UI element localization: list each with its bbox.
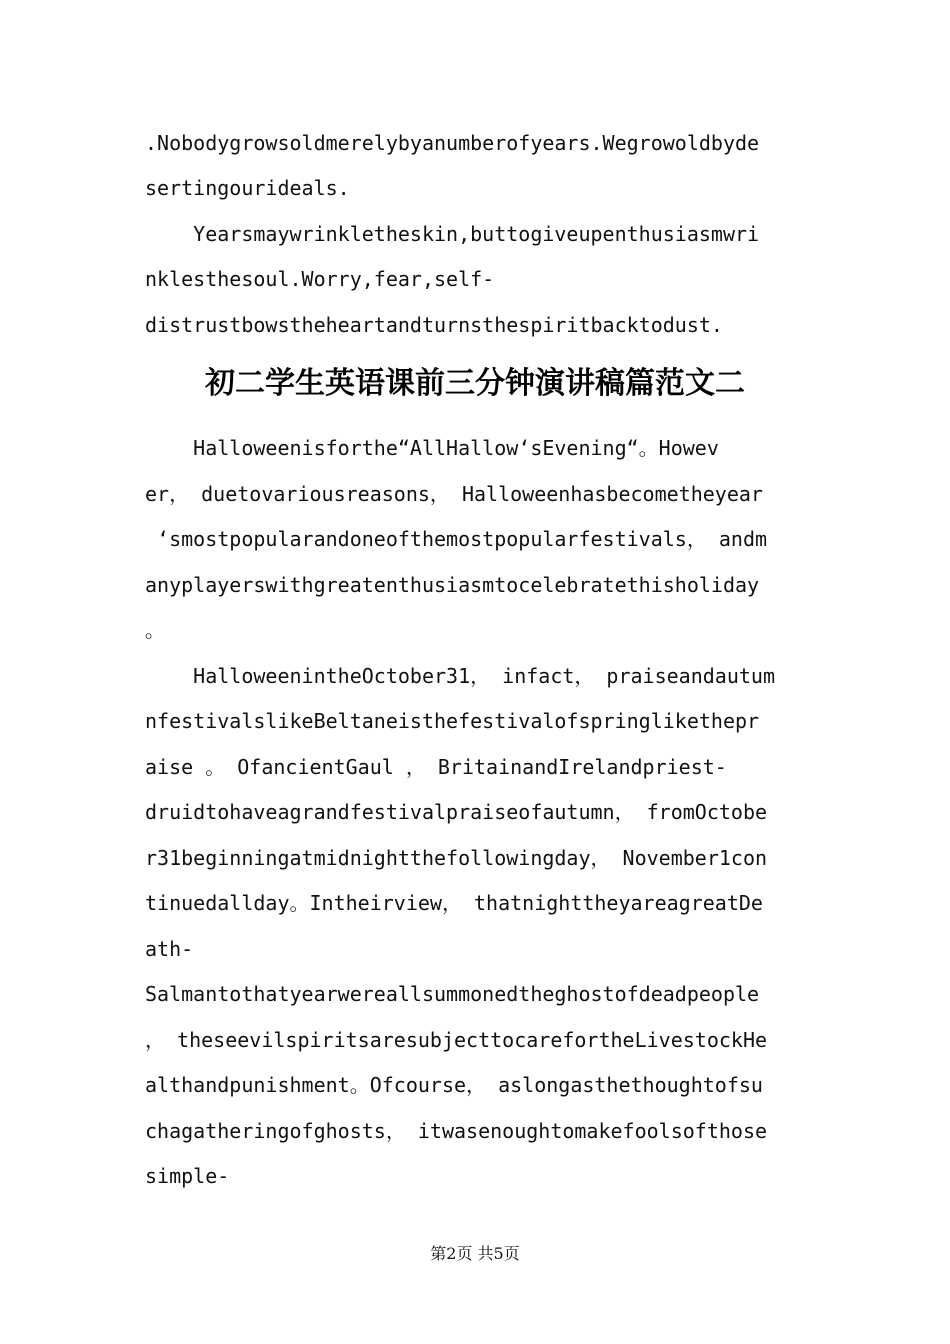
text-line: HalloweenintheOctober31， infact， praiseandautum xyxy=(145,664,776,688)
text-line: simple- xyxy=(145,1164,230,1188)
text-line: ， theseevilspiritsaresubjecttocarefortheLivestockHe xyxy=(145,1028,768,1052)
text-line: Halloweenisforthe“AllHallow‘sEvening“。Howev xyxy=(145,436,719,460)
text-line: anyplayerswithgreatenthusiasmtocelebratethisholiday xyxy=(145,573,760,597)
text-line: sertingourideals. xyxy=(145,176,350,200)
text-line: ‘smostpopularandoneofthemostpopularfestivals， andm xyxy=(145,527,768,551)
text-line: ath- xyxy=(145,937,194,961)
text-line: nfestivalslikeBeltaneisthefestivalofspringlikethepr xyxy=(145,709,760,733)
text-line: 。 xyxy=(145,618,165,642)
text-line: distrustbowstheheartandturnsthespiritbacktodust. xyxy=(145,313,723,337)
text-line: chagatheringofghosts， itwasenoughtomakefoolsofthose xyxy=(145,1119,768,1143)
text-line: Yearsmaywrinkletheskin,buttogiveupenthusiasmwri xyxy=(145,222,760,246)
text-line: druidtohaveagrandfestivalpraiseofautumn， fromOctobe xyxy=(145,800,768,824)
page-footer: 第2页 共5页 xyxy=(430,1244,520,1263)
text-line: nklesthesoul.Worry,fear,self- xyxy=(145,267,495,291)
text-line: .Nobodygrowsoldmerelybyanumberofyears.Wegrowoldbyde xyxy=(145,131,760,155)
section-heading: 初二学生英语课前三分钟演讲稿篇范文二 xyxy=(205,366,745,401)
text-line: aise 。 OfancientGaul ， BritainandIrelandpriest- xyxy=(145,755,727,779)
text-line: althandpunishment。Ofcourse， aslongasthethoughtofsu xyxy=(145,1073,763,1097)
text-line: tinuedallday。Intheirview， thatnighttheyareagreatDe xyxy=(145,891,763,915)
text-line: Salmantothatyearwereallsummonedtheghostofdeadpeople xyxy=(145,982,760,1006)
text-line: r31beginningatmidnightthefollowingday， November1con xyxy=(145,846,768,870)
text-line: er， duetovariousreasons， Halloweenhasbecometheyear xyxy=(145,482,763,506)
